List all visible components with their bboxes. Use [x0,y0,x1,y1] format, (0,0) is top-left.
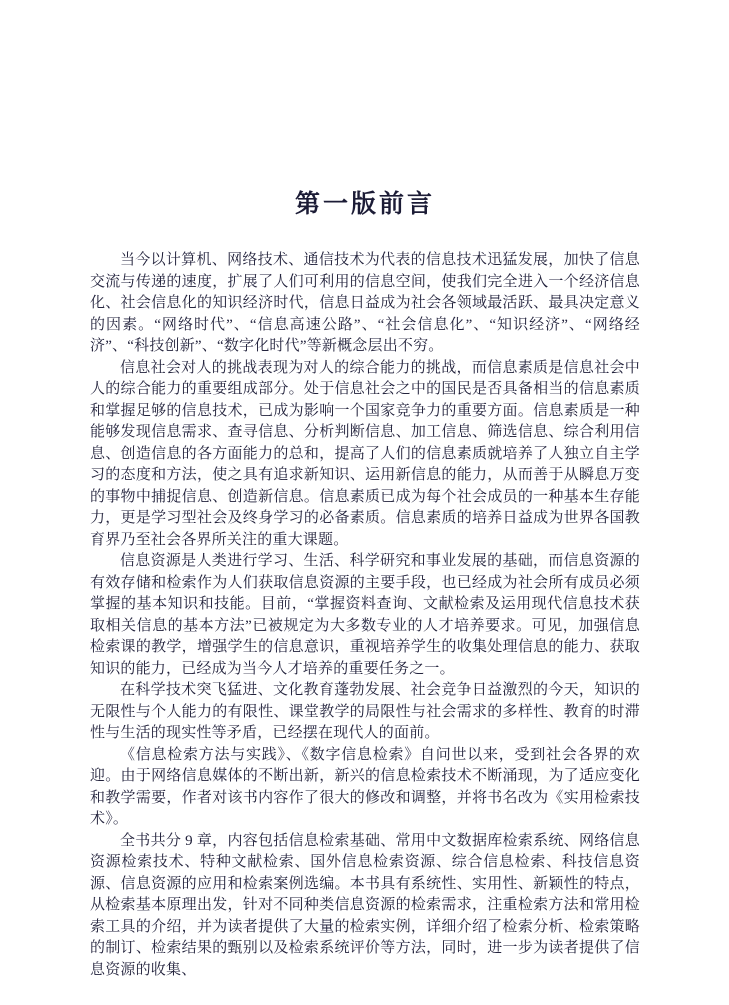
paragraph-5: 《信息检索方法与实践》、《数字信息检索》自问世以来，受到社会各界的欢迎。由于网络信息媒体的不断出新，新兴的信息检索技术不断涌现，为了适应变化和教学需要，作者对该书内容作了很大的修改和调整，并将书名改为《实用检索技术》。 [90,746,640,827]
paragraph-2: 信息社会对人的挑战表现为对人的综合能力的挑战，而信息素质是信息社会中人的综合能力的重要组成部分。处于信息社会之中的国民是否具备相当的信息素质和掌握足够的信息技术，已成为影响一个国家竞争力的重要方面。信息素质是一种能够发现信息需求、查寻信息、分析判断信息、加工信息、筛选信息、综合利用信息、创造信息的各方面能力的总和，提高了人们的信息素质就培养了人独立自主学习的态度和方法，使之具有追求新知识、运用新信息的能力，从而善于从瞬息万变的事物中捕捉信息、创造新信息。信息素质已成为每个社会成员的一种基本生存能力，更是学习型社会及终身学习的必备素质。信息素质的培养日益成为世界各国教育界乃至社会各界所关注的重大课题。 [90,359,640,548]
paragraph-3: 信息资源是人类进行学习、生活、科学研究和事业发展的基础，而信息资源的有效存储和检索作为人们获取信息资源的主要手段，也已经成为社会所有成员必须掌握的基本知识和技能。目前，“掌握资料查询、文献检索及运用现代信息技术获取相关信息的基本方法”已被规定为大多数专业的人才培养要求。可见，加强信息检索课的教学，增强学生的信息意识，重视培养学生的收集处理信息的能力、获取知识的能力，已经成为当今人才培养的重要任务之一。 [90,553,640,677]
paragraph-4: 在科学技术突飞猛进、文化教育蓬勃发展、社会竞争日益激烈的今天，知识的无限性与个人能力的有限性、课堂教学的局限性与社会需求的多样性、教育的时滞性与生活的现实性等矛盾，已经摆在现代人的面前。 [90,682,640,741]
paragraph-1: 当今以计算机、网络技术、通信技术为代表的信息技术迅猛发展，加快了信息交流与传递的速度，扩展了人们可利用的信息空间，使我们完全进入一个经济信息化、社会信息化的知识经济时代，信息日益成为社会各领域最活跃、最具决定意义的因素。“网络时代”、“信息高速公路”、“社会信息化”、“知识经济”、“网络经济”、“科技创新”、“数字化时代”等新概念层出不穷。 [90,252,640,354]
paragraph-6: 全书共分 9 章，内容包括信息检索基础、常用中文数据库检索系统、网络信息资源检索技术、特种文献检索、国外信息检索资源、综合信息检索、科技信息资源、信息资源的应用和检索案例选编。本书具有系统性、实用性、新颖性的特点，从检索基本原理出发，针对不同种类信息资源的检索需求，注重检索方法和常用检索工具的介绍，并为读者提供了大量的检索实例，详细介绍了检索分析、检索策略的制订、检索结果的甄别以及检索系统评价等方法，同时，进一步为读者提供了信息资源的收集、 [90,832,640,978]
page-title: 第一版前言 [294,191,435,218]
document-body [90,250,640,981]
